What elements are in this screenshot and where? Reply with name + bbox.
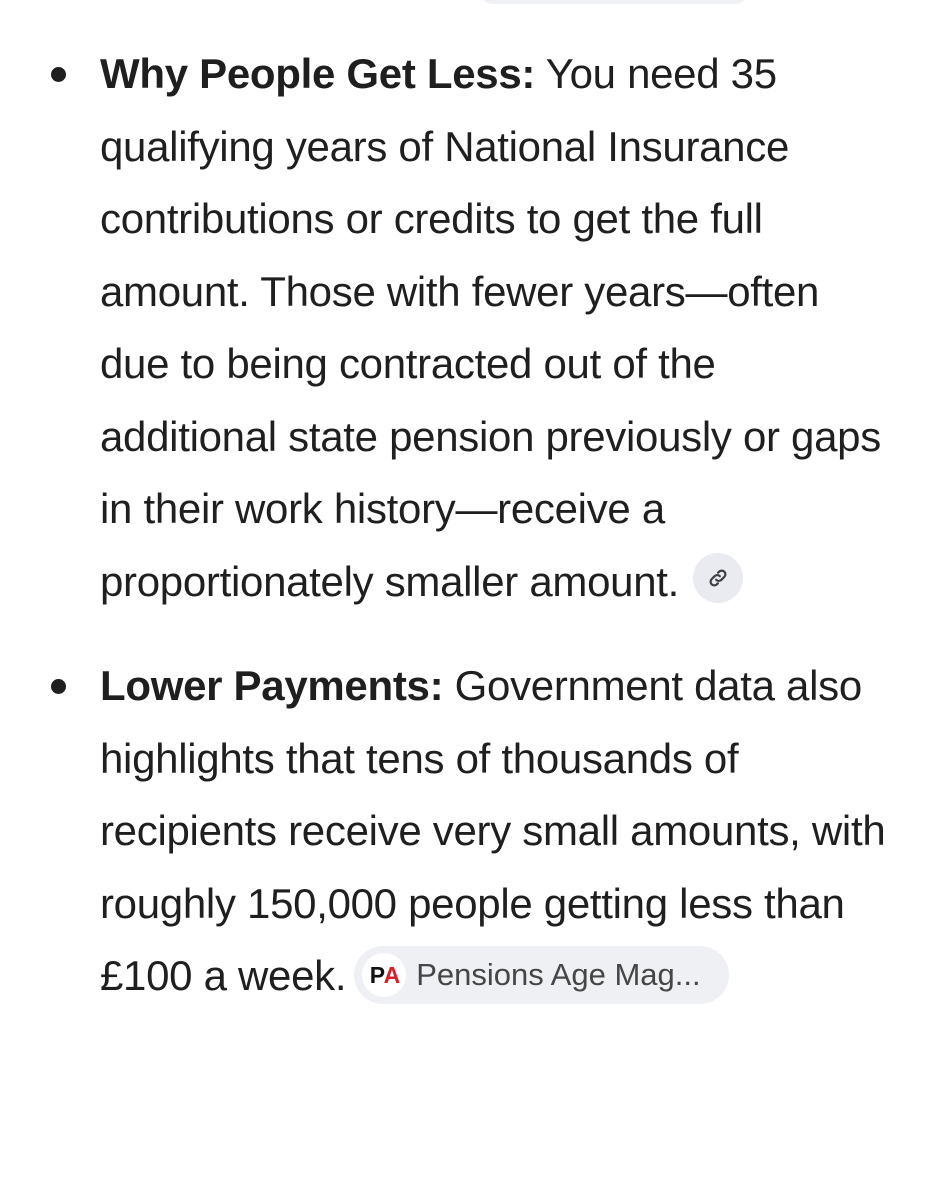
bullet-text: Government data also highlights that tens of thousands of recipients receive very small amounts, with roughly 150,000 people getting less than £100 a week. [100,662,886,999]
list-item-why-people-get-less [0,38,938,618]
answer-bullet-list [0,38,938,1013]
previous-source-chip[interactable] [480,0,748,4]
citation-link-button[interactable] [693,553,743,603]
bullet-dot [51,679,66,694]
bullet-lead: Lower Payments: [100,662,444,709]
source-name: Pensions Age Mag... [416,957,701,993]
link-icon [707,567,729,589]
list-item-lower-payments [0,650,938,1013]
bullet-lead: Why People Get Less: [100,50,536,97]
pensions-age-logo-icon: P A [362,953,406,997]
bullet-dot [51,67,66,82]
bullet-text: You need 35 qualifying years of National Insurance contributions or credits to get the full amount. Those with fewer years—often due to being contracted out of the additional state pension previously or gaps in their work history—receive a proportionately smaller amount. [100,50,881,605]
source-citation-chip[interactable] [354,946,728,1004]
